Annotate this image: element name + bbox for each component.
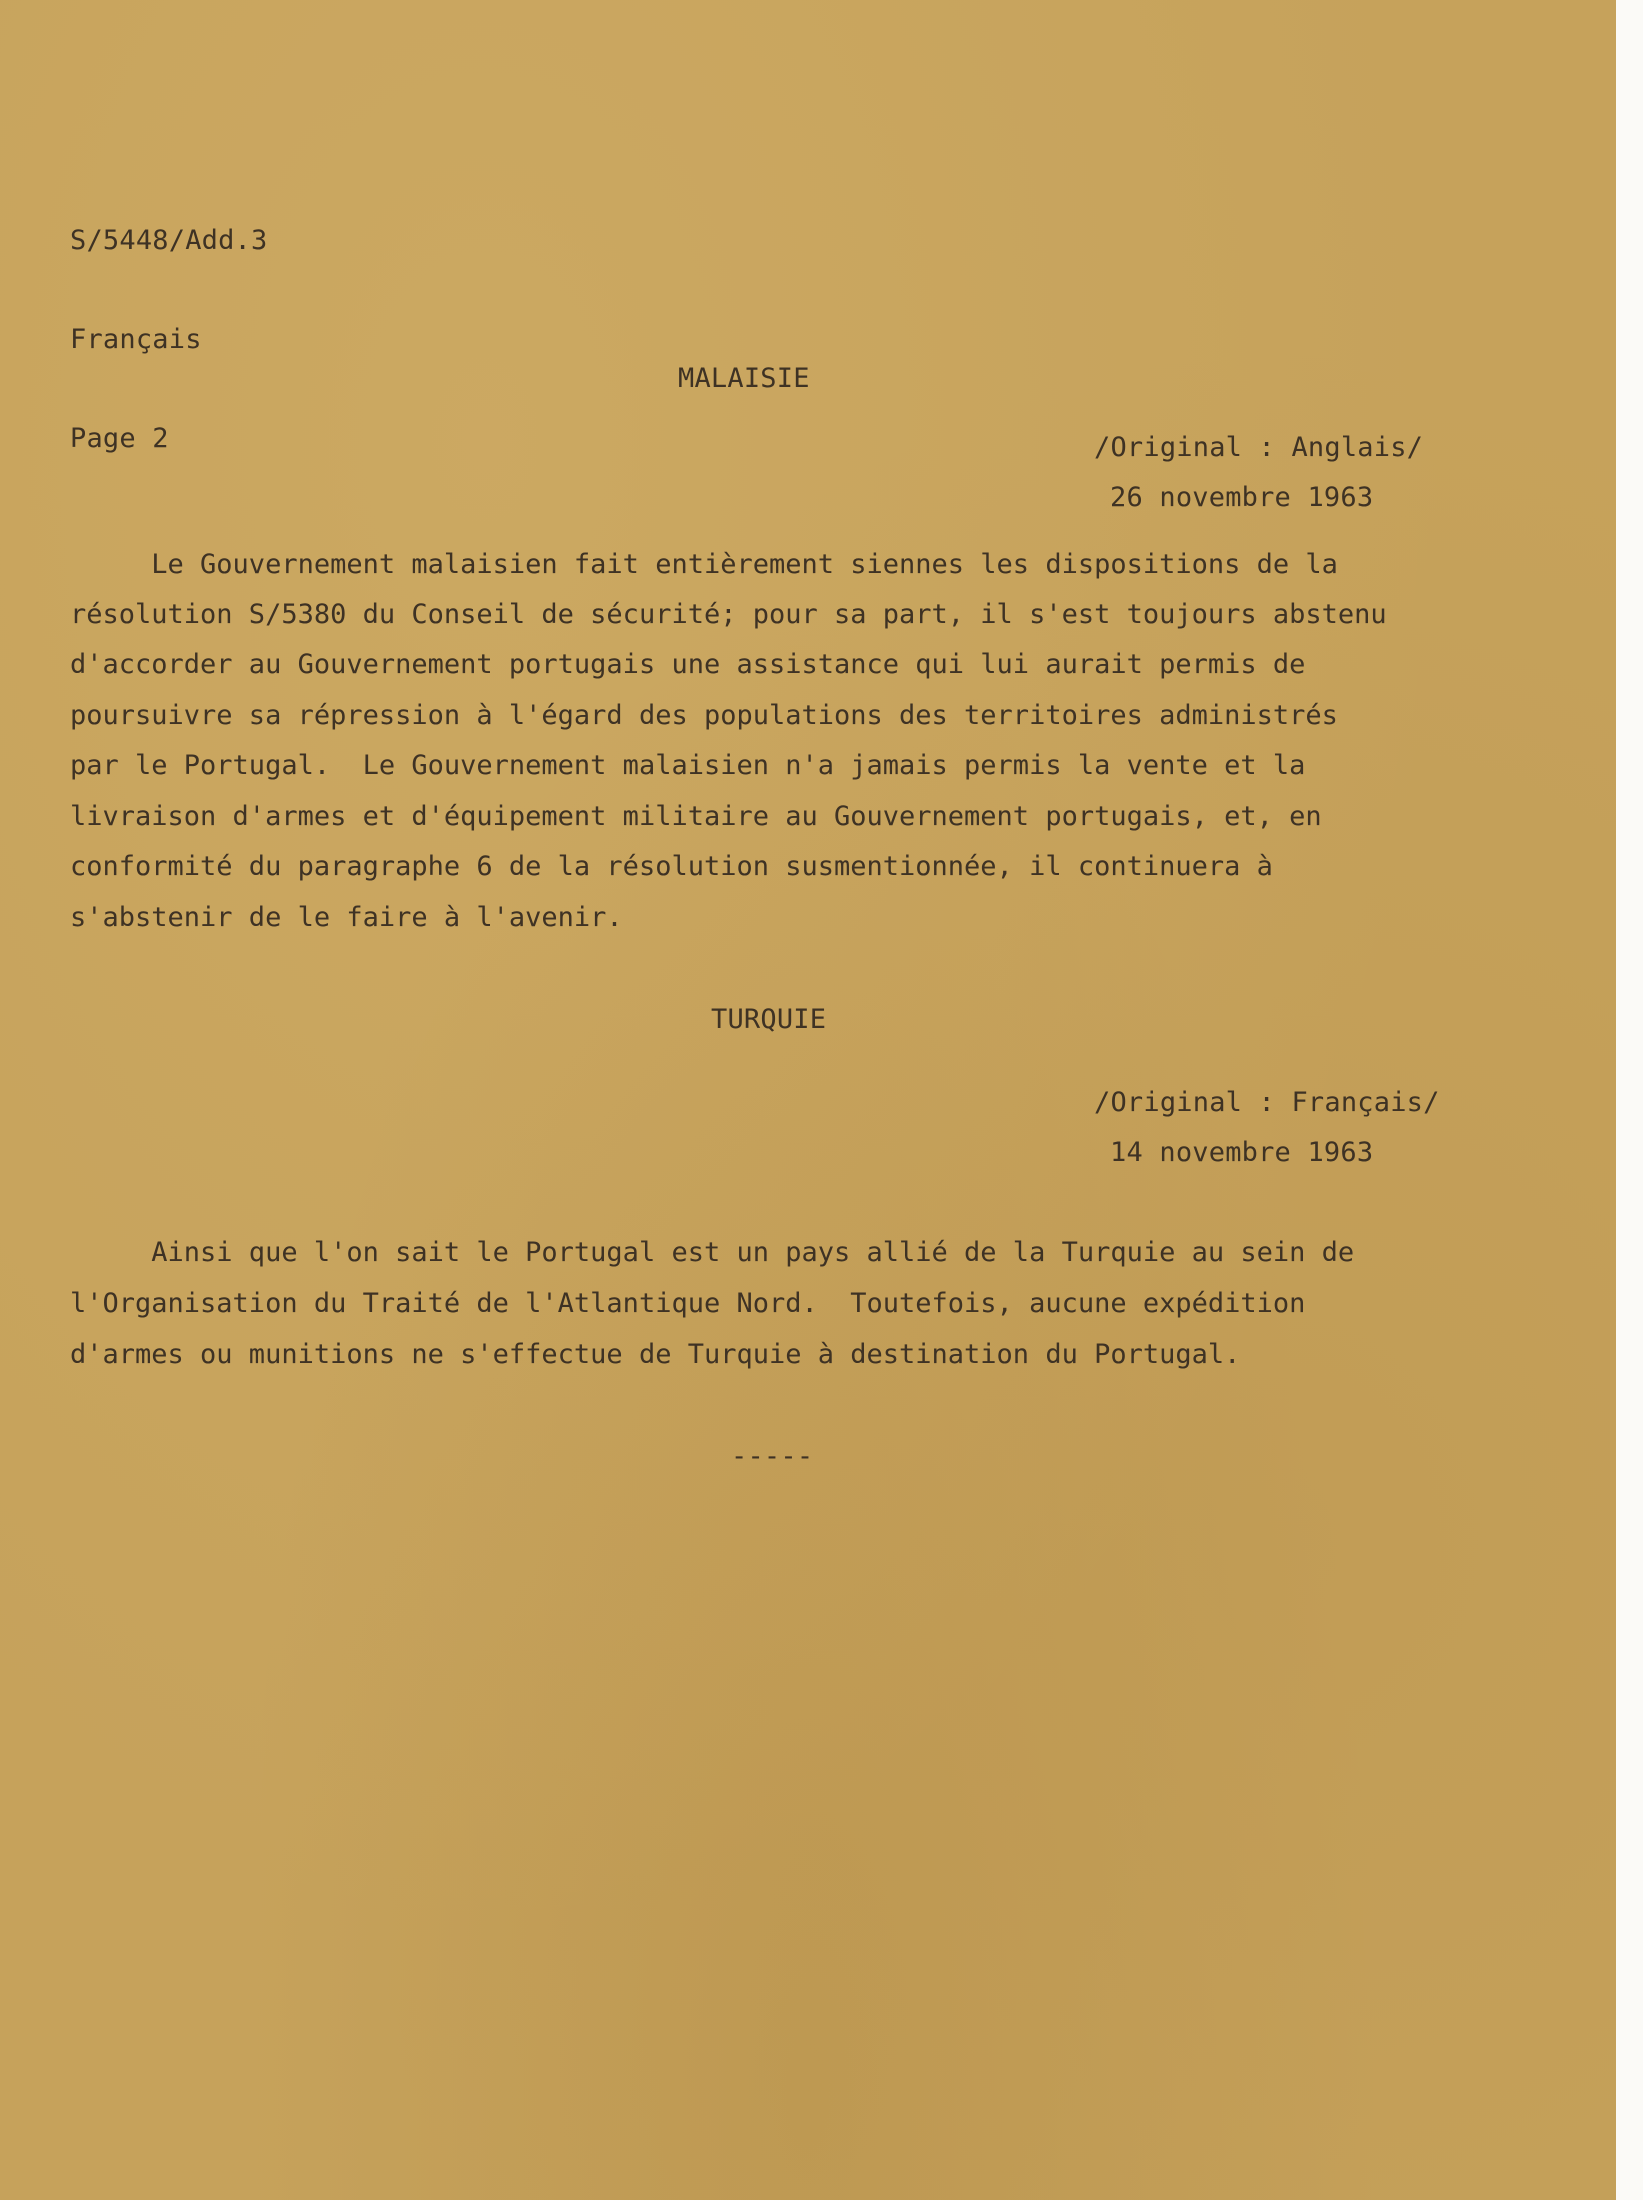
end-of-document-mark: ----- [731, 1441, 814, 1472]
paragraph-line: Ainsi que l'on sait le Portugal est un pays allié de la Turquie au sein de [70, 1237, 1355, 1268]
paragraph-line: livraison d'armes et d'équipement militaire au Gouvernement portugais, et, en [70, 801, 1322, 832]
paragraph-line: Le Gouvernement malaisien fait entièrement siennes les dispositions de la [70, 549, 1338, 580]
original-language-turquie: /Original : Français/ [1094, 1087, 1440, 1118]
original-language-malaisie: /Original : Anglais/ [1094, 432, 1424, 463]
paragraph-line: d'accorder au Gouvernement portugais une assistance qui lui aurait permis de [70, 649, 1306, 680]
paragraph-line: par le Portugal. Le Gouvernement malaisien n'a jamais permis la vente et la [70, 750, 1306, 781]
paragraph-line: s'abstenir de le faire à l'avenir. [70, 902, 623, 933]
paragraph-line: conformité du paragraphe 6 de la résolution susmentionnée, il continuera à [70, 851, 1273, 882]
paragraph-line: d'armes ou munitions ne s'effectue de Turquie à destination du Portugal. [70, 1339, 1241, 1370]
section-title-malaisie: MALAISIE [678, 363, 810, 394]
paragraph-line: résolution S/5380 du Conseil de sécurité; pour sa part, il s'est toujours abstenu [70, 599, 1387, 630]
doc-header [70, 158, 267, 488]
doc-language: Français [70, 324, 202, 355]
date-malaisie: 26 novembre 1963 [1110, 482, 1374, 513]
date-turquie: 14 novembre 1963 [1110, 1137, 1374, 1168]
doc-symbol: S/5448/Add.3 [70, 225, 268, 256]
paragraph-line: poursuivre sa répression à l'égard des populations des territoires administrés [70, 700, 1338, 731]
paragraph-line: l'Organisation du Traité de l'Atlantique Nord. Toutefois, aucune expédition [70, 1288, 1306, 1319]
section-title-turquie: TURQUIE [711, 1004, 827, 1035]
scan-margin [1616, 0, 1643, 2200]
doc-page-number: Page 2 [70, 423, 169, 454]
